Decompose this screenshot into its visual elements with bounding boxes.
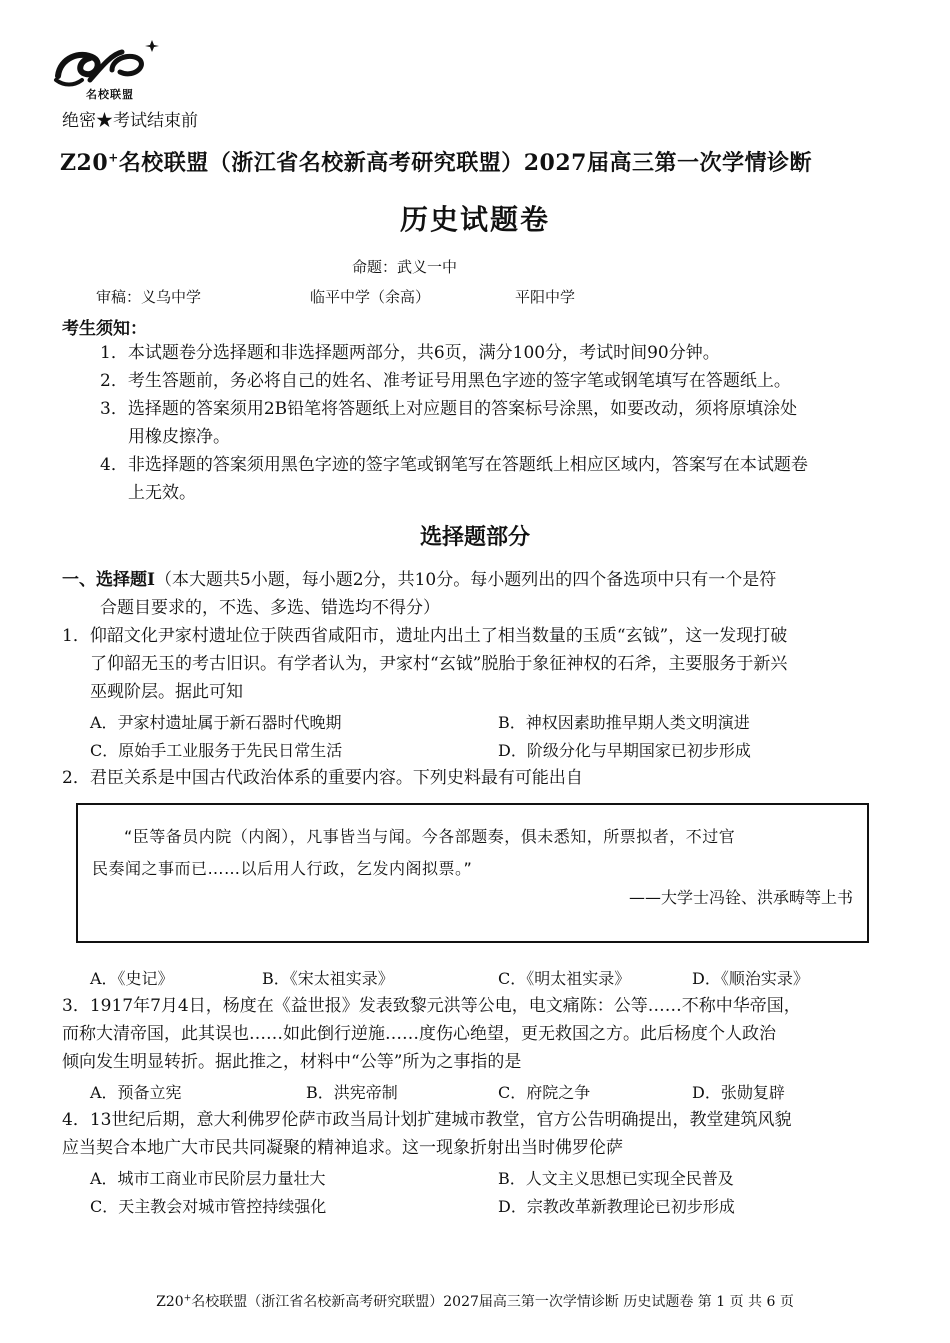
logo-text: 名校联盟 [86,88,134,101]
notice-heading: 考生须知： [62,319,147,339]
stem-line: 而称大清帝国，此其误也……如此倒行逆施……度伤心绝望，更无救国之方。此后杨度个人政治 [62,1024,776,1044]
reviewer-1: 审稿：义乌中学 [96,288,202,306]
q3-option-a[interactable]: A．预备立宪 [90,1083,182,1102]
q1-option-a[interactable]: A．尹家村遗址属于新石器时代晚期 [90,713,342,732]
footer-text: 名校联盟（浙江省名校新高考研究联盟）2027届高三第一次学情诊断 历史试题卷 第 1 页 共 6 页 [191,1294,794,1310]
q4-option-a[interactable]: A．城市工商业市民阶层力量壮大 [90,1169,326,1188]
footer-prefix: Z20 [156,1294,184,1310]
q1-option-d[interactable]: D．阶级分化与早期国家已初步形成 [498,741,751,760]
q2-option-c[interactable]: C．《明太祖实录》 [498,969,631,988]
quote-text [92,821,857,885]
notice-text: 1．本试题卷分选择题和非选择题两部分，共6页，满分100分，考试时间90分钟。 [100,343,720,363]
q2-option-b[interactable]: B．《宋太祖实录》 [262,969,394,988]
stem-line: 倾向发生明显转折。据此推之，材料中“公等”所为之事指的是 [62,1052,522,1072]
quote-line: 民奏闻之事而已……以后用人行政，乞发内阁拟票。” [92,859,473,878]
q4-option-d[interactable]: D．宗教改革新教理论已初步形成 [498,1197,735,1216]
q2-option-a[interactable]: A．《史记》 [90,969,174,988]
stem-line: 巫觋阶层。据此可知 [90,682,243,702]
stem-line: 4．13世纪后期，意大利佛罗伦萨市政当局计划扩建城市教堂，官方公告明确提出，教堂建筑风貌 [62,1110,792,1130]
q1-option-b[interactable]: B．神权因素助推早期人类文明演进 [498,713,750,732]
page-footer [0,1291,950,1311]
reviewer-2: 临平中学（余高） [310,288,431,306]
part-label: 一、选择题Ⅰ [62,570,155,590]
notice-item-3 [100,395,890,451]
section-title: 选择题部分 [419,524,530,550]
question-1-stem [62,622,892,706]
part-desc-cont: 合题目要求的，不选、多选、错选均不得分） [100,598,440,618]
secret-label: 绝密★考试结束前 [62,111,198,131]
notice-text: 3．选择题的答案须用2B铅笔将答题纸上对应题目的答案标号涂黑，如要改动，须将原填涂处 [100,399,798,419]
footer-sup: + [183,1293,192,1304]
stem-line: 应当契合本地广大市民共同凝聚的精神追求。这一现象折射出当时佛罗伦萨 [62,1138,623,1158]
title-prefix: Z20 [60,150,109,176]
title-sup: + [108,150,119,165]
notice-text-cont: 上无效。 [128,483,196,503]
reviewers-line [96,286,575,307]
q1-option-c[interactable]: C．原始手工业服务于先民日常生活 [90,741,343,760]
notice-item-1 [100,339,890,367]
stem-line: 了仰韶无玉的考古旧识。有学者认为，尹家村“玄钺”脱胎于象征神权的石斧，主要服务于新兴 [90,654,788,674]
stem-line: 3．1917年7月4日，杨度在《益世报》发表致黎元洪等公电，电文痛陈：公等……不称中华帝国， [62,996,801,1016]
title-main: 名校联盟（浙江省名校新高考研究联盟）2027届高三第一次学情诊断 [118,150,812,176]
q3-option-d[interactable]: D．张勋复辟 [692,1083,785,1102]
q2-option-d[interactable]: D．《顺治实录》 [692,969,809,988]
notice-text: 2．考生答题前，务必将自己的姓名、准考证号用黑色字迹的签字笔或钢笔填写在答题纸上。 [100,371,791,391]
notice-item-4 [100,451,890,507]
question-3-stem [62,992,892,1076]
author-line: 命题：武义一中 [352,258,458,276]
part-desc: （本大题共5小题，每小题2分，共10分。每小题列出的四个备选项中只有一个是符 [154,570,777,590]
league-logo [50,36,170,108]
exam-title [60,146,890,177]
q3-option-c[interactable]: C．府院之争 [498,1083,591,1102]
notice-text: 4．非选择题的答案须用黑色字迹的签字笔或钢笔写在答题纸上相应区域内，答案写在本试题卷 [100,455,808,475]
quote-line: “臣等备员内院（内阁），凡事皆当与闻。今各部题奏，俱未悉知，所票拟者，不过官 [124,827,736,846]
question-2-stem [62,764,892,792]
source-quote-box [76,803,869,943]
notice-item-2 [100,367,890,395]
notice-text-cont: 用橡皮擦净。 [128,427,230,447]
q3-option-b[interactable]: B．洪宪帝制 [306,1083,398,1102]
q4-option-c[interactable]: C．天主教会对城市管控持续强化 [90,1197,327,1216]
stem-line: 2．君臣关系是中国古代政治体系的重要内容。下列史料最有可能出自 [62,768,583,788]
q4-option-b[interactable]: B．人文主义思想已实现全民普及 [498,1169,734,1188]
quote-source: ——大学士冯铨、洪承畴等上书 [628,888,853,907]
subject-title: 历史试题卷 [399,203,550,236]
reviewer-3: 平阳中学 [515,288,576,306]
stem-line: 1．仰韶文化尹家村遗址位于陕西省咸阳市，遗址内出土了相当数量的玉质“玄钺”，这一发现打破 [62,626,788,646]
part-heading [62,566,892,622]
question-4-stem [62,1106,892,1162]
